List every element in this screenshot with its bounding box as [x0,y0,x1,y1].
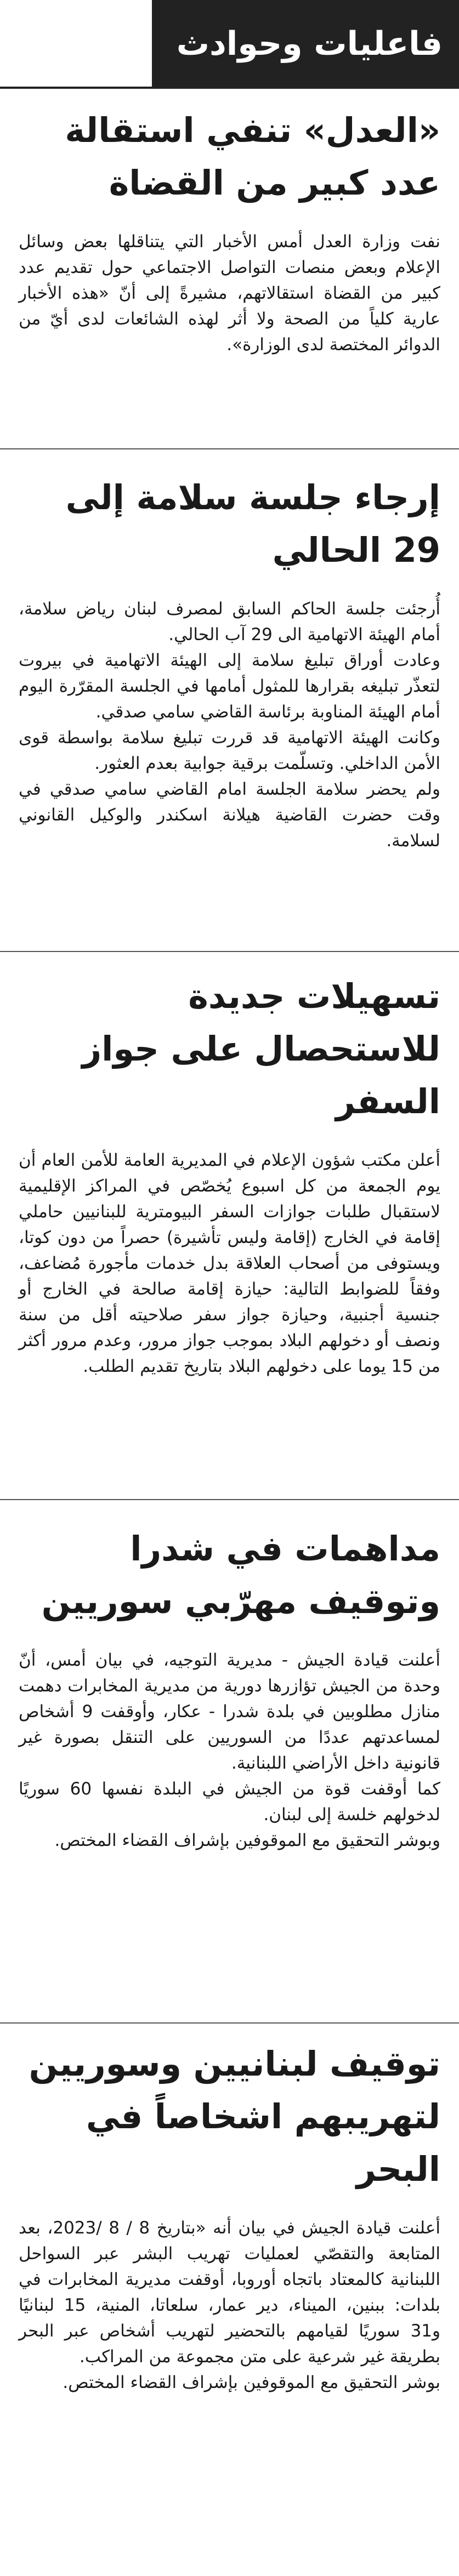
article-body: أعلنت قيادة الجيش في بيان أنه «بتاريخ 8 / 8 /2023، بعد المتابعة والتقصّي لعمليات تهريب البشر عبر السواحل اللبنانية كالمعتاد باتجاه أوروبا، أوقفت مديرية المخابرات في بلدات: ببنين، الميناء، دير عمار، سلعاتا، المنية، 15 لبنانيًا و31 سوريًا لقيامهم بالتحضير لتهريب أشخاص عبر البحر بطريقة غير شرعية على متن مجموعة من المراكب. بوشر التحقيق مع الموقوفين بإشراف القضاء المختص. [19,2218,440,2392]
article-passport-facilities [0,970,459,1380]
article-divider [0,951,459,952]
article-headline: تسهيلات جديدة للاستحصال على جواز السفر [82,976,440,1121]
article-divider [0,448,459,449]
article-headline: إرجاء جلسة سلامة إلى 29 الحالي [65,477,440,570]
article-headline: مداهمات في شدرا وتوقيف مهرّبي سوريين [41,1529,440,1621]
article-body: أعلنت قيادة الجيش - مديرية التوجيه، في بيان أمس، أنّ وحدة من الجيش تؤازرها دورية من مديرية المخابرات دهمت منازل مطلوبين في بلدة شدرا - عكار، وأوقفت 9 أشخاص لمساعدتهم عددًا من السوريين على التنقل بصورة غير قانونية داخل الأراضي اللبنانية. كما أوقفت قوة من الجيش في البلدة نفسها 60 سوريًا لدخولهم خلسة إلى لبنان. وبوشر التحقيق مع الموقوفين بإشراف القضاء المختص. [19,1650,441,1850]
article-shadra-raids [0,1523,459,1854]
article-smuggling-arrests [0,2038,459,2396]
article-divider [0,1499,459,1500]
section-title: فاعليات وحوادث [176,25,443,63]
article-divider [0,2022,459,2024]
section-header [152,0,459,88]
article-body: أعلن مكتب شؤون الإعلام في المديرية العامة للأمن العام أن يوم الجمعة من كل اسبوع يُخصّص في المراكز الإقليمية لاستقبال طلبات جوازات السفر البيومترية للبنانيين حاملي إقامة في الخارج (إقامة وليس تأشيرة) حصراً من دون كوتا، ويستوفى من أصحاب العلاقة بدل خدمات مأجورة مُضاعف، وفقاً للضوابط التالية: حيازة إقامة صالحة في الخارج أو جنسية أجنبية، وحيازة جواز سفر صلاحيته أقل من سنة ونصف أو دخولهم البلاد بموجب جواز مرور، وعدم مرور أكثر من 15 يوما على دخولهم البلاد بتاريخ تقديم الطلب. [13,1150,440,1376]
article-judges-resignation [0,104,459,358]
article-body: أُرجئت جلسة الحاكم السابق لمصرف لبنان رياض سلامة، أمام الهيئة الاتهامية الى 29 آب الحالي. وعادت أوراق تبليغ سلامة إلى الهيئة الاتهامية في بيروت لتعذّر تبليغه بقرارها للمثول أمامها في الجلسة المقرّرة اليوم أمام الهيئة المناوبة برئاسة القاضي سامي صدقي. وكانت الهيئة الاتهامية قد قررت تبليغ سلامة بواسطة قوى الأمن الداخلي. وتسلّمت برقية جوابية بعدم العثور. ولم يحضر سلامة الجلسة امام القاضي سامي صدقي في وقت حضرت القاضية هيلانة اسكندر والوكيل القانوني لسلامة. [19,599,440,851]
header-divider [0,87,459,89]
article-salameh-hearing [0,471,459,854]
article-body: نفت وزارة العدل أمس الأخبار التي يتناقلها بعض وسائل الإعلام وبعض منصات التواصل الاجتماعي حول تقديم عدد كبير من القضاة استقالاتهم، مشيرةً إلى أنّ «هذه الأخبار عارية كلياً من الصحة ولا أثر لهذه الشائعات لدى أيّ من الدوائر المختصة لدى الوزارة». [13,232,440,355]
article-headline: توقيف لبنانيين وسوريين لتهريبهم اشخاصاً في البحر [29,2044,440,2189]
article-headline: «العدل» تنفي استقالة عدد كبير من القضاة [65,110,440,203]
